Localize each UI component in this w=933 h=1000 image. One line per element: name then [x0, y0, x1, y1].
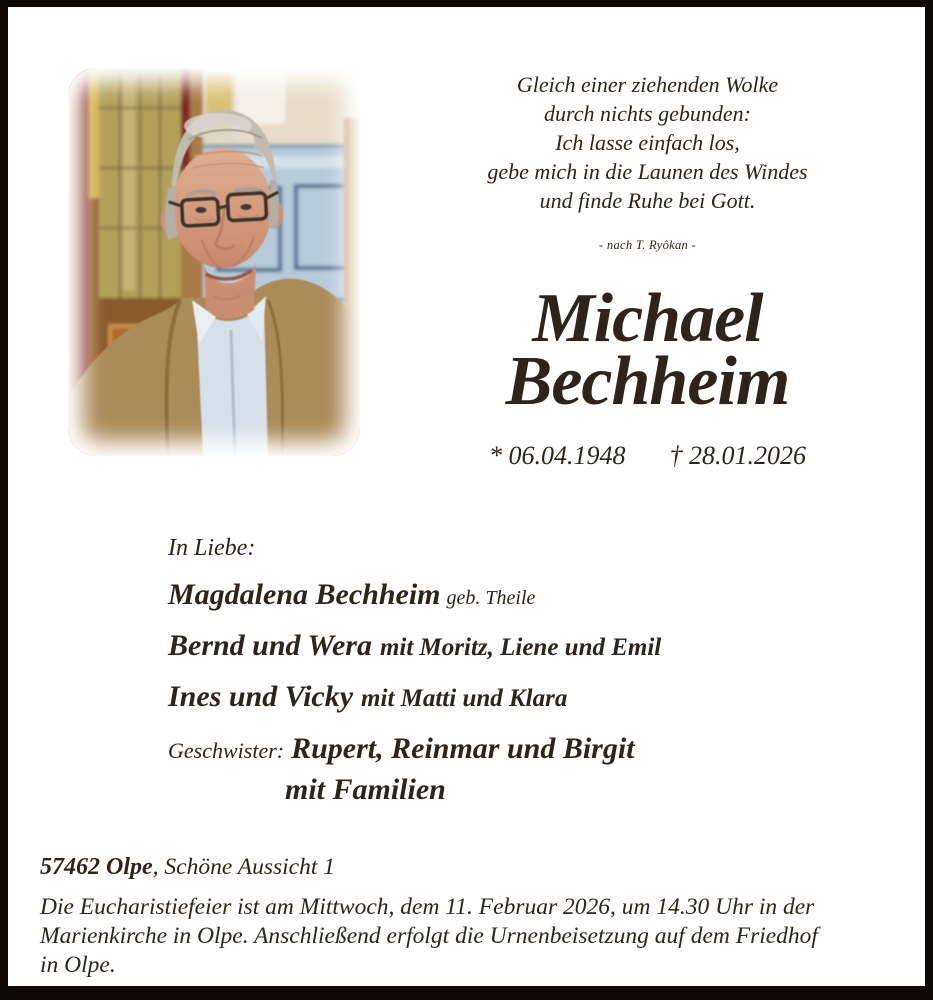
service-text-line: in Olpe. — [40, 952, 116, 978]
siblings-names: Rupert, Reinmar und Birgit — [291, 732, 635, 765]
siblings-label: Geschwister: — [168, 738, 285, 763]
poem-attribution: - nach T. Ryôkan - — [599, 238, 696, 252]
poem-line: und finde Ruhe bei Gott. — [539, 188, 756, 213]
mourner-entry — [168, 578, 661, 617]
mourner-suffix: geb. Theile — [446, 587, 536, 609]
mourner-suffix: mit Moritz, Liene und Emil — [379, 634, 662, 661]
mourner-suffix: mit Matti und Klara — [361, 685, 568, 712]
service-info — [40, 852, 915, 980]
mourner-name: Magdalena Bechheim — [168, 578, 441, 611]
deceased-first-name: Michael — [532, 280, 763, 357]
poem-line: Gleich einer ziehenden Wolke — [516, 72, 779, 97]
service-text-line: Marienkirche in Olpe. Anschließend erfolgt die Urnenbeisetzung auf dem Friedhof — [40, 923, 818, 949]
mourner-name: Bernd und Wera — [168, 629, 372, 662]
poem-line: durch nichts gebunden: — [544, 101, 751, 126]
mourners-intro: In Liebe: — [168, 535, 256, 561]
poem-line: gebe mich in die Launen des Windes — [487, 159, 808, 184]
poem — [405, 70, 890, 260]
deceased-last-name: Bechheim — [505, 343, 790, 420]
service-text — [40, 893, 915, 980]
mourners-list — [168, 533, 661, 808]
address-line — [40, 852, 915, 882]
deceased-name — [405, 280, 890, 420]
death-date: † 28.01.2026 — [669, 441, 806, 470]
eye-left — [196, 207, 207, 213]
siblings-suffix: mit Familien — [285, 773, 446, 806]
address-city: 57462 Olpe — [40, 854, 153, 880]
birth-date: * 06.04.1948 — [489, 441, 626, 470]
mourner-name: Ines und Vicky — [168, 680, 354, 713]
obituary-sheet — [8, 7, 925, 986]
poem-line: Ich lasse einfach los, — [555, 130, 740, 155]
siblings-entry — [168, 731, 661, 808]
service-text-line: Die Eucharistiefeier ist am Mittwoch, dem 11. Februar 2026, um 14.30 Uhr in der — [40, 894, 815, 920]
portrait-photo — [68, 68, 360, 456]
eye-right — [241, 204, 252, 210]
portrait-illustration — [68, 68, 360, 456]
address-street: , Schöne Aussicht 1 — [152, 854, 335, 880]
mourner-entry — [168, 629, 661, 668]
mourner-entry — [168, 680, 661, 719]
life-dates — [405, 441, 890, 471]
